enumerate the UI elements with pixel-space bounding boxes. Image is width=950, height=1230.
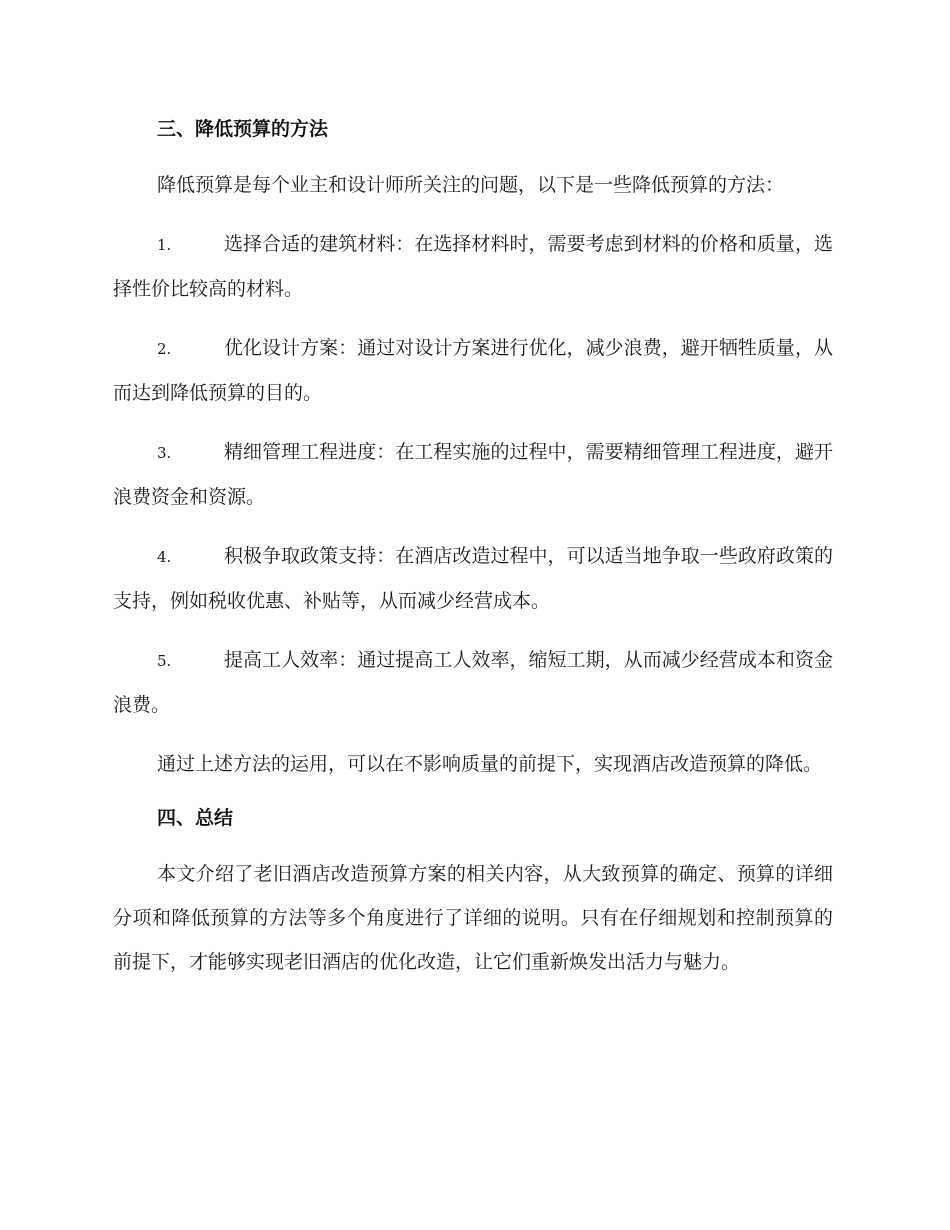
section-heading-summary: 四、总结 <box>157 807 234 829</box>
list-item <box>113 326 833 415</box>
list-item <box>113 534 833 623</box>
list-item-text: 选择合适的建筑材料：在选择材料时，需要考虑到材料的价格和质量，选择性价比较高的材料。 <box>113 233 833 300</box>
list-item-number: 2. <box>157 340 172 358</box>
list-item-number: 4. <box>157 548 172 566</box>
section-intro-paragraph: 降低预算是每个业主和设计师所关注的问题，以下是一些降低预算的方法： <box>157 174 785 196</box>
list-item-text: 提高工人效率：通过提高工人效率，缩短工期，从而减少经营成本和资金浪费。 <box>113 649 833 716</box>
list-item-number: 3. <box>157 444 172 462</box>
list-item <box>113 638 833 727</box>
section-heading-reduce-budget: 三、降低预算的方法 <box>157 118 329 140</box>
document-content <box>113 112 833 999</box>
list-item <box>113 222 833 311</box>
section-conclusion-paragraph: 通过上述方法的运用，可以在不影响质量的前提下，实现酒店改造预算的降低。 <box>157 753 823 775</box>
list-item <box>113 430 833 519</box>
list-item-text: 优化设计方案：通过对设计方案进行优化，减少浪费，避开牺牲质量，从而达到降低预算的目的。 <box>113 337 833 404</box>
list-item-number: 5. <box>157 652 172 670</box>
list-item-text: 精细管理工程进度：在工程实施的过程中，需要精细管理工程进度，避开浪费资金和资源。 <box>113 441 833 508</box>
list-item-number: 1. <box>157 236 172 254</box>
summary-paragraph: 本文介绍了老旧酒店改造预算方案的相关内容，从大致预算的确定、预算的详细分项和降低预算的方法等多个角度进行了详细的说明。只有在仔细规划和控制预算的前提下，才能够实现老旧酒店的优化改造，让它们重新焕发出活力与魅力。 <box>113 863 833 973</box>
list-item-text: 积极争取政策支持：在酒店改造过程中，可以适当地争取一些政府政策的支持，例如税收优惠、补贴等，从而减少经营成本。 <box>113 545 833 612</box>
